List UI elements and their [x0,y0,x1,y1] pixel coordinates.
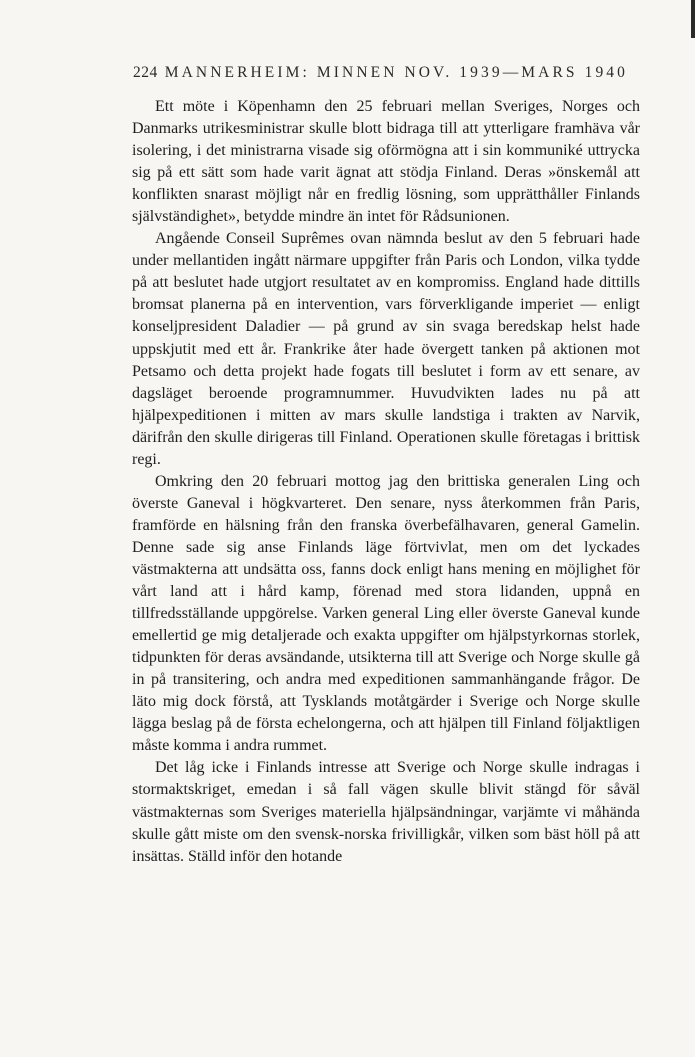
paragraph-4: Det låg icke i Finlands intresse att Sverige och Norge skulle indragas i stormaktskriget, emedan i så fall vägen skulle blivit stängd för såväl västmakternas som Sveriges materiella hjälpsändningar, varjämte vi måhända skulle gått miste om den svensk-norska frivilligkår, vilken som bäst höll på att insättas. Ställd inför den hotande [132,759,640,865]
running-head [133,64,653,82]
page-edge-mark [691,0,695,38]
paragraph-3: Omkring den 20 februari mottog jag den brittiska generalen Ling och överste Ganeval i högkvarteret. Den senare, nyss återkommen från Paris, framförde en hälsning från den franska överbefälhavaren, general Gamelin. Denne sade sig anse Finlands läge förtvivlat, men om det lyckades västmakterna att undsätta oss, fanns dock enligt hans mening en möjlighet för vårt land att i hård kamp, förenad med stora lidanden, uppnå en tillfredsställande uppgörelse. Varken general Ling eller överste Ganeval kunde emellertid ge mig detaljerade och exakta uppgifter om hjälpstyrkornas storlek, tidpunkten för deras avsändande, utsikterna till att Sverige och Norge skulle gå in på transitering, och andra med expeditionen sammanhängande frågor. De läto mig dock förstå, att Tysklands motåtgärder i Sverige och Norge skulle lägga beslag på de första echelongerna, och att hjälpen till Finland följaktligen måste komma i andra rummet. [132,472,640,755]
running-title: MANNERHEIM: MINNEN NOV. 1939—MARS 1940 [164,64,628,81]
text-body [132,96,640,868]
paragraph-1: Ett möte i Köpenhamn den 25 februari mellan Sveriges, Norges och Danmarks utrikesministrar skulle blott bidraga till att ytterligare framhäva vår isolering, i det ministrarna visade sig oförmögna att i sin kommuniké uttrycka sig på ett sätt som hade varit ägnat att stödja Finland. Deras »önskemål att konflikten snarast möjligt når en fredlig lösning, som upprätthåller Finlands självständighet», betydde mindre än intet för Rådsunionen. [132,98,640,226]
paragraph-2: Angående Conseil Suprêmes ovan nämnda beslut av den 5 februari hade under mellantiden ingått närmare uppgifter från Paris och London, vilka tydde på att beslutet hade utgjort resultatet av en kompromiss. England hade dittills bromsat planerna på en intervention, vars förverkligande imperiet — enligt konseljpresident Daladier — på grund av sin svaga beredskap helst hade uppskjutit med ett år. Frankrike åter hade övergett tanken på aktionen mot Petsamo och detta projekt hade fogats till beslutet i form av ett senare, av dagsläget beroende programnummer. Huvudvikten lades nu på att hjälpexpeditionen i mitten av mars skulle landstiga i trakten av Narvik, därifrån den skulle dirigeras till Finland. Operationen skulle företagas i brittisk regi. [132,230,640,468]
page-number: 224 [133,64,158,81]
